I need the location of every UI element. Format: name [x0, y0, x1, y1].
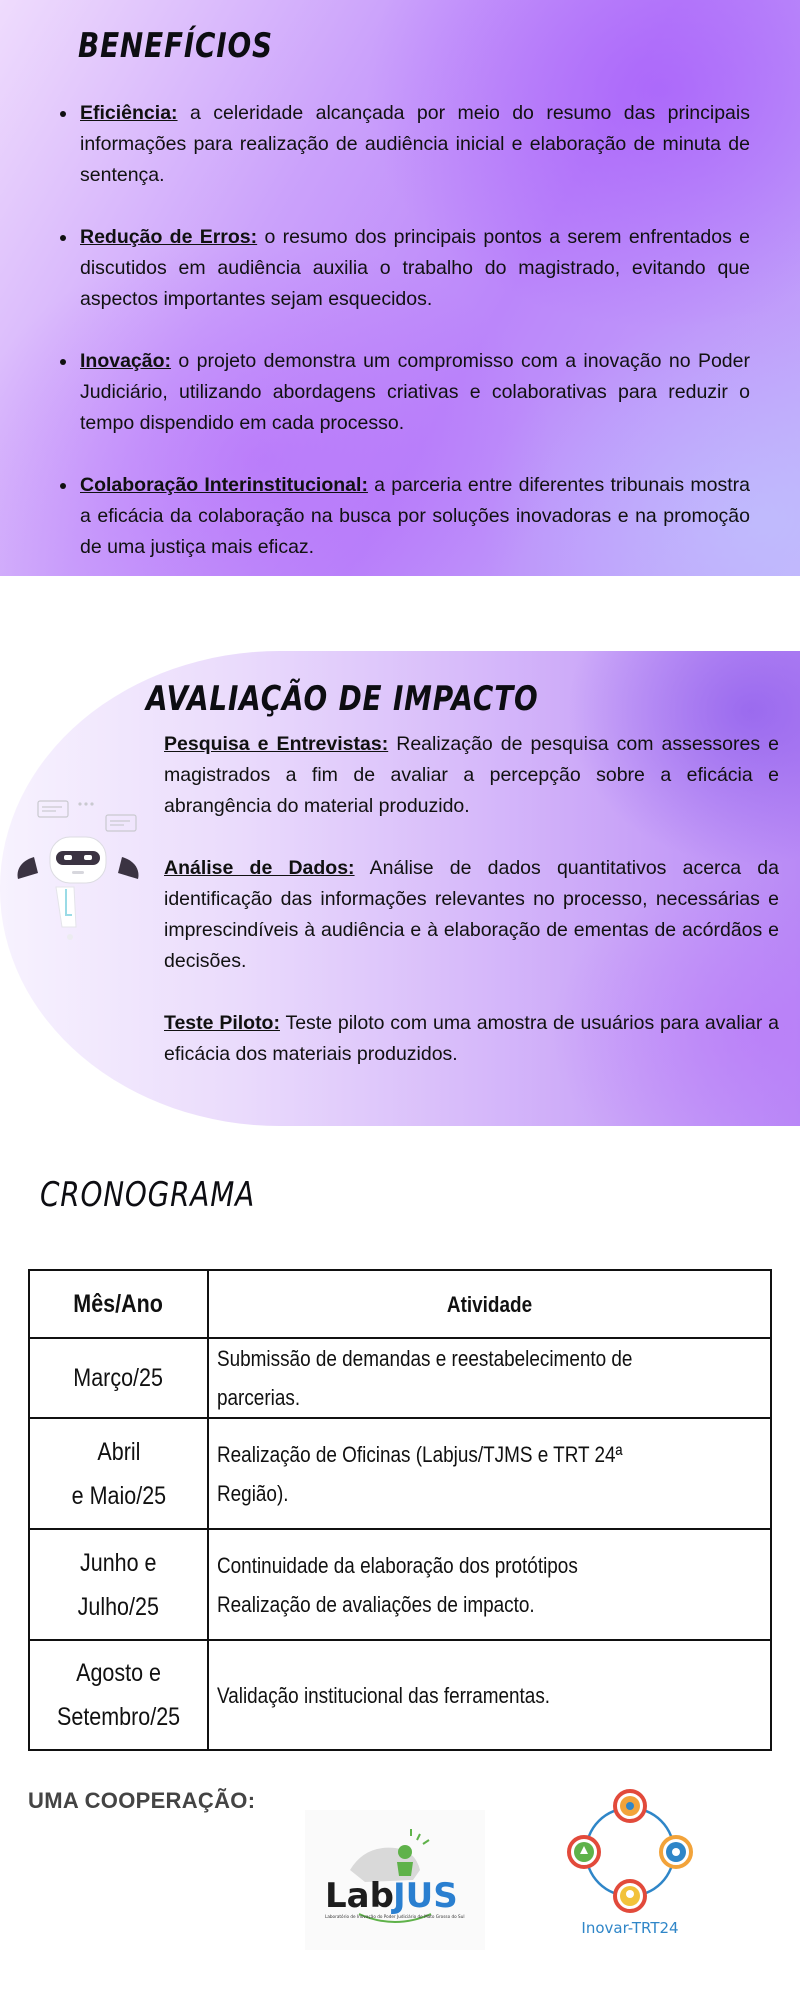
impact-desc: Análise de dados quantitativos acerca da identificação das informações relevantes no processo, necessárias e imprescindíveis à audiência e à elaboração de ementas de acórdãos e decisões.: [164, 857, 779, 972]
benefit-term: Colaboração Interinstitucional:: [80, 474, 368, 496]
benefit-text: o resumo dos principais pontos a serem enfrentados e discutidos em audiência auxilia o trabalho do magistrado, evitando que aspectos importantes sejam esquecidos.: [80, 226, 750, 310]
row-activity: Validação institucional das ferramentas.: [208, 1640, 771, 1750]
benefit-item: [58, 470, 750, 563]
table-header-row: [29, 1270, 771, 1338]
row-activity: Continuidade da elaboração dos protótipos Realização de avaliações de impacto.: [208, 1529, 771, 1640]
impact-item: [164, 1008, 779, 1070]
benefits-list: [58, 98, 750, 594]
impact-term: Análise de Dados:: [164, 857, 355, 879]
impact-text: [164, 729, 779, 1101]
cooperation-label: UMA COOPERAÇÃO:: [28, 1788, 256, 1813]
labjus-jus-text: JUS: [393, 1876, 458, 1916]
header-month: Mês/Ano: [29, 1270, 208, 1338]
impact-term: Pesquisa e Entrevistas:: [164, 733, 389, 755]
schedule-table: [28, 1269, 772, 1751]
benefit-item: [58, 222, 750, 315]
impact-title: AVALIAÇÃO DE IMPACTO: [146, 679, 539, 719]
labjus-lab-text: Lab: [325, 1876, 394, 1916]
labjus-logo-icon: [305, 1810, 485, 1950]
benefit-term: Redução de Erros:: [80, 226, 258, 248]
row-month: Abril e Maio/25: [29, 1418, 208, 1529]
schedule-title: CRONOGRAMA: [40, 1175, 255, 1215]
benefit-item: [58, 98, 750, 191]
benefit-item: [58, 346, 750, 439]
benefit-text: a parceria entre diferentes tribunais mostra a eficácia da colaboração na busca por soluções inovadoras e na promoção de uma justiça mais eficaz.: [80, 474, 750, 558]
header-activity: Atividade: [208, 1270, 771, 1338]
table-row: [29, 1529, 771, 1640]
inovar-logo-icon: [555, 1780, 705, 1940]
row-month: Março/25: [29, 1338, 208, 1418]
benefit-term: Inovação:: [80, 350, 172, 372]
impact-item: [164, 853, 779, 977]
inovar-logo: [555, 1780, 705, 1940]
row-month: Junho e Julho/25: [29, 1529, 208, 1640]
benefit-term: Eficiência:: [80, 102, 178, 124]
impact-desc: Teste piloto com uma amostra de usuários para avaliar a eficácia dos materiais produzidos.: [164, 1012, 779, 1065]
benefit-text: o projeto demonstra um compromisso com a inovação no Poder Judiciário, utilizando abordagens criativas e colaborativas para reduzir o tempo dispendido em cada processo.: [80, 350, 750, 434]
table-row: [29, 1418, 771, 1529]
row-month: Agosto e Setembro/25: [29, 1640, 208, 1750]
table-row: [29, 1338, 771, 1418]
impact-section: [0, 651, 800, 1126]
impact-term: Teste Piloto:: [164, 1012, 280, 1034]
benefits-section: [0, 0, 800, 576]
labjus-logo: [305, 1810, 485, 1950]
labjus-subtitle: Laboratório de Inovação do Poder Judiciário de Mato Grosso do Sul: [325, 1914, 465, 1919]
impact-item: [164, 729, 779, 822]
impact-desc: Realização de pesquisa com assessores e magistrados a fim de avaliar a percepção sobre a eficácia e abrangência do material produzido.: [164, 733, 779, 817]
benefit-text: a celeridade alcançada por meio do resumo das principais informações para realização de audiência inicial e elaboração de minuta de sentença.: [80, 102, 750, 186]
row-activity: Submissão de demandas e reestabelecimento de parcerias.: [208, 1338, 771, 1418]
robot-icon: [14, 797, 144, 947]
inovar-text: Inovar-TRT24: [581, 1919, 679, 1937]
benefits-title: BENEFÍCIOS: [78, 26, 273, 66]
table-row: [29, 1640, 771, 1750]
row-activity: Realização de Oficinas (Labjus/TJMS e TRT 24ª Região).: [208, 1418, 771, 1529]
